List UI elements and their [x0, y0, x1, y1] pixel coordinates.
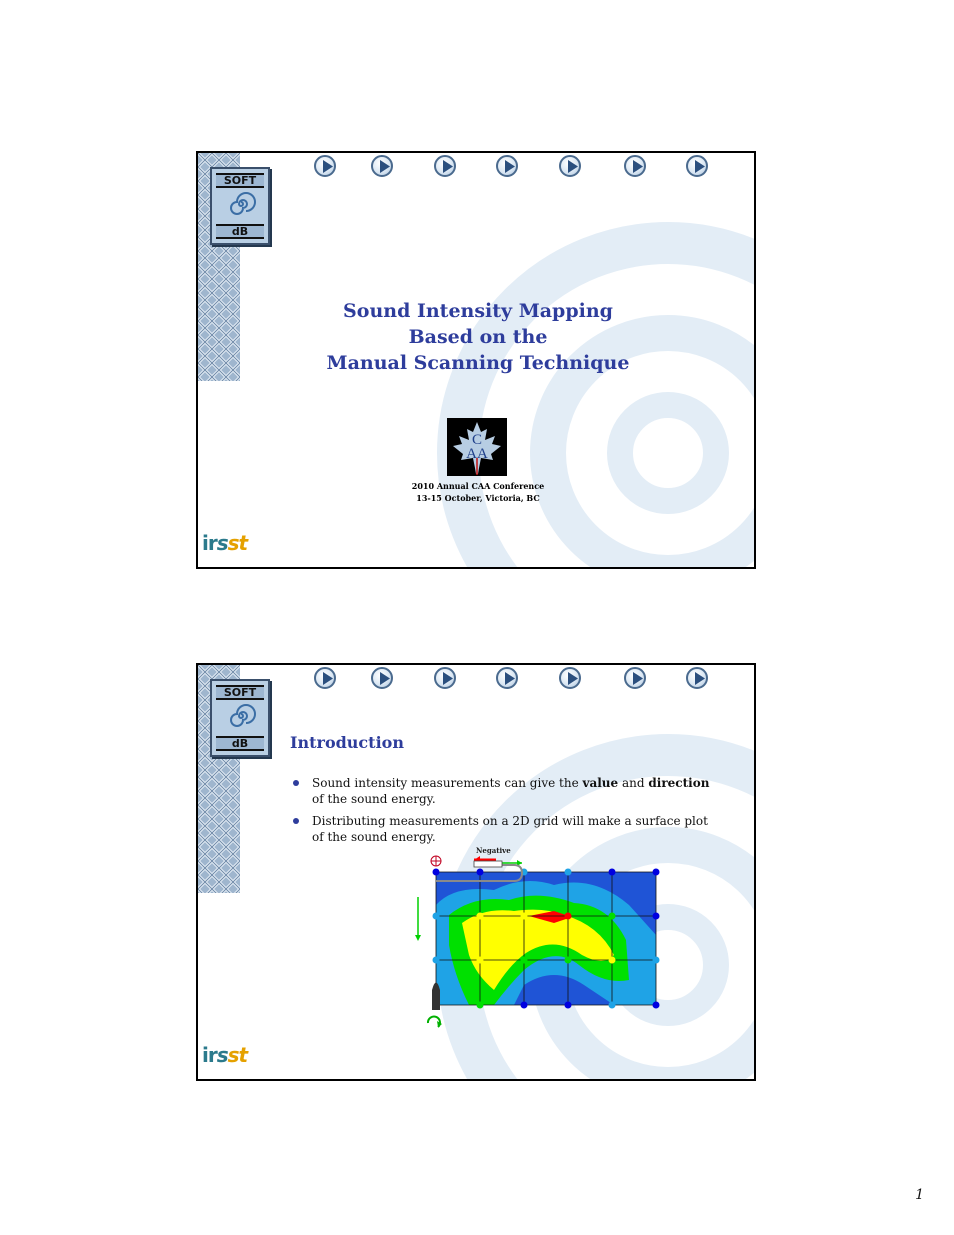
bullet-dot: [293, 780, 299, 786]
play-icon: [566, 672, 578, 685]
slide-2: [196, 663, 756, 1081]
play-button-6[interactable]: [624, 667, 646, 689]
nav-play-row: [314, 667, 714, 693]
play-button-4[interactable]: [496, 667, 518, 689]
play-icon: [631, 160, 643, 173]
play-icon: [441, 672, 453, 685]
logo-soft-text: SOFT: [216, 173, 264, 188]
bullet-2-text: Distributing measurements on a 2D grid will make a surface plot of the sound energy.: [312, 814, 708, 844]
bullet-dot: [293, 818, 299, 824]
play-icon: [321, 672, 333, 685]
spiral-icon: [226, 189, 256, 219]
slide-1: [196, 151, 756, 569]
irsst-st-text: st: [227, 531, 248, 555]
play-button-2[interactable]: [371, 667, 393, 689]
play-icon: [378, 160, 390, 173]
intensity-contour-plot: [414, 845, 674, 1045]
title-line-3: Manual Scanning Technique: [326, 352, 630, 374]
play-icon: [693, 160, 705, 173]
maple-leaf-icon: [447, 418, 507, 476]
play-icon: [441, 160, 453, 173]
softdb-logo: [210, 167, 270, 245]
play-icon: [321, 160, 333, 173]
irsst-ir-text: ir: [202, 531, 217, 555]
conference-info: [378, 480, 578, 504]
bullet-item-2: [292, 813, 722, 845]
irsst-s-text: s: [216, 531, 228, 555]
play-button-4[interactable]: [496, 155, 518, 177]
softdb-logo: [210, 679, 270, 757]
caa-aa-text: AA: [466, 446, 488, 462]
caa-logo: [447, 418, 507, 476]
section-heading: Introduction: [290, 733, 404, 752]
bullet-1-text-a: Sound intensity measurements can give the: [312, 776, 583, 790]
probe-icon: [474, 861, 502, 867]
play-button-7[interactable]: [686, 155, 708, 177]
nav-play-row: [314, 155, 714, 181]
play-button-3[interactable]: [434, 667, 456, 689]
logo-db-text: dB: [216, 224, 264, 239]
play-button-3[interactable]: [434, 155, 456, 177]
irsst-logo: [202, 531, 258, 561]
plot-label-negative: Negative: [476, 846, 511, 855]
title-line-2: Based on the: [408, 326, 548, 348]
conference-line-1: 2010 Annual CAA Conference: [411, 481, 545, 491]
caa-c-text: C: [471, 432, 483, 448]
spiral-icon: [226, 701, 256, 731]
play-icon: [503, 160, 515, 173]
play-button-6[interactable]: [624, 155, 646, 177]
play-button-2[interactable]: [371, 155, 393, 177]
title-line-1: Sound Intensity Mapping: [343, 300, 613, 322]
slide-title: [298, 298, 658, 376]
bullet-1-text-b: and: [618, 776, 649, 790]
bullet-item-1: [292, 775, 722, 807]
irsst-s-text: s: [216, 1043, 228, 1067]
play-icon: [378, 672, 390, 685]
bullet-1-bold-direction: direction: [648, 776, 710, 790]
play-button-1[interactable]: [314, 667, 336, 689]
play-icon: [503, 672, 515, 685]
irsst-logo: [202, 1043, 258, 1073]
bullet-1-text-c: of the sound energy.: [312, 792, 436, 806]
play-icon: [693, 672, 705, 685]
play-icon: [631, 672, 643, 685]
bullet-list: [292, 775, 722, 851]
play-button-1[interactable]: [314, 155, 336, 177]
irsst-ir-text: ir: [202, 1043, 217, 1067]
page-number: 1: [915, 1187, 924, 1203]
conference-line-2: 13-15 October, Victoria, BC: [416, 493, 540, 503]
logo-soft-text: SOFT: [216, 685, 264, 700]
microphone-probe-icon: [432, 983, 440, 1011]
bullet-1-bold-value: value: [582, 776, 619, 790]
play-button-7[interactable]: [686, 667, 708, 689]
logo-db-text: dB: [216, 736, 264, 751]
play-button-5[interactable]: [559, 667, 581, 689]
play-button-5[interactable]: [559, 155, 581, 177]
play-icon: [566, 160, 578, 173]
irsst-st-text: st: [227, 1043, 248, 1067]
